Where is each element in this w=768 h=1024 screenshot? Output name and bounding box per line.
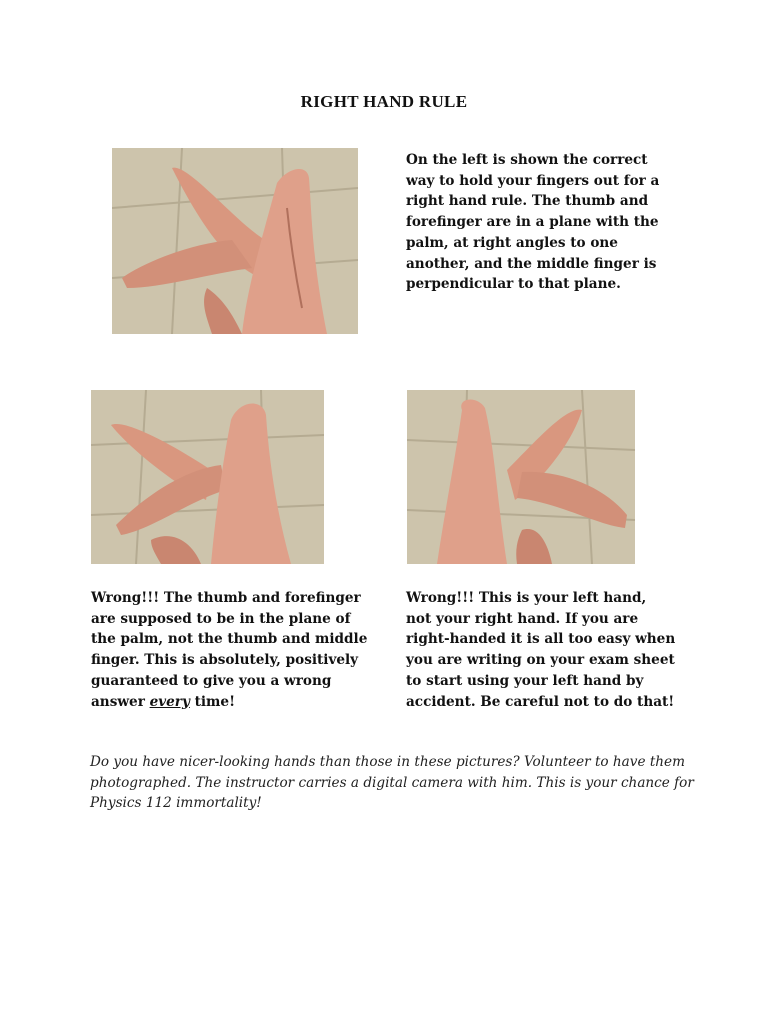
wrong-plane-text: Wrong!!! The thumb and forefinger are supposed to be in the plane of the palm, not the thumb and middle finger. This is absolutely, positively guaranteed to give you a wrong answer — [91, 590, 368, 710]
wrong-left-hand-description: Wrong!!! This is your left hand, not your right hand. If you are right-handed it is all too easy when you are writing on your exam sheet to start using your left hand by accident. Be careful not to do that! — [406, 590, 676, 710]
correct-hand-description: On the left is shown the correct way to hold your fingers out for a right hand rule. The thumb and forefinger are in a plane with the palm, at right angles to one another, and the middle finger is perpendicular to that plane. — [406, 152, 660, 293]
photo-wrong-left-hand — [407, 390, 635, 564]
photo-wrong-plane — [91, 390, 324, 564]
photo-correct-right-hand — [112, 148, 358, 334]
volunteer-note: Do you have nicer-looking hands than those in these pictures? Volunteer to have them photographed. The instructor carries a digital camera with him. This is your chance for Physics 112 immortality! — [90, 754, 694, 812]
wrong-plane-text-end: time! — [189, 693, 236, 710]
page-title: RIGHT HAND RULE — [300, 92, 468, 111]
wrong-plane-description — [91, 588, 371, 712]
emphasis-every: every — [149, 693, 190, 710]
